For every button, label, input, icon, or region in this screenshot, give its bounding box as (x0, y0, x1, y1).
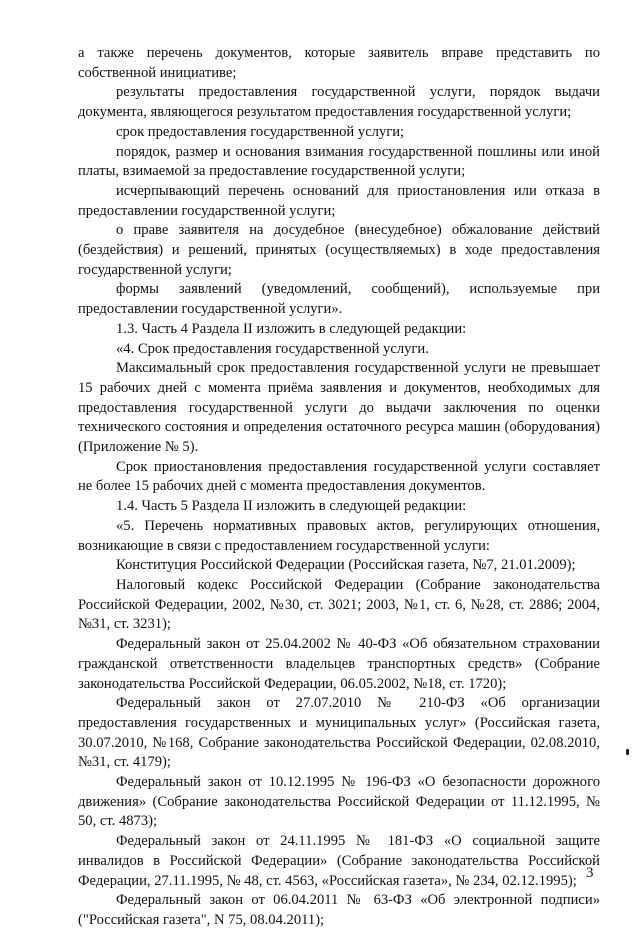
paragraph-section-4-heading: «4. Срок предоставления государственной услуги. (116, 340, 429, 357)
paragraph-section-5-heading: «5. Перечень нормативных правовых актов, регулирующих отношения, возникающие в связи с предоставлением государственной услуги: (78, 517, 600, 554)
paragraph-max-term: Максимальный срок предоставления государственной услуги не превышает 15 рабочих дней с момента приёма заявления и документов, необходимых для предоставления государственной услуги до выдачи заключения по оценки технического состояния и определения остаточного ресурса машин (оборудования) (Приложение № 5). (78, 360, 600, 456)
page-number: 3 (586, 865, 594, 881)
paragraph-law-63-fz: Федеральный закон от 06.04.2011 № 63-ФЗ «Об электронной подписи» ("Российская газета", N 75, 08.04.2011); (78, 892, 600, 928)
paragraph-application-forms: формы заявлений (уведомлений, сообщений), используемые при предоставлении государственной услуги». (78, 281, 600, 318)
paragraph-constitution: Конституция Российской Федерации (Российская газета, №7, 21.01.2009); (116, 557, 576, 574)
paragraph-service-results: результаты предоставления государственной услуги, порядок выдачи документа, являющегося результатом предоставления государственной услуги; (78, 84, 600, 121)
paragraph-law-181-fz: Федеральный закон от 24.11.1995 № 181-ФЗ «О социальной защите инвалидов в Российской Федерации» (Собрание законодательства Российской Федерации, 27.11.1995, № 48, ст. 4563, «Российская газета», № 234, 02.12.1995); (78, 833, 600, 889)
paragraph-service-term: срок предоставления государственной услуги; (116, 123, 405, 140)
paragraph-suspension-term: Срок приостановления предоставления государственной услуги составляет не более 15 рабочих дней с момента предоставления документов. (78, 458, 600, 495)
paragraph-clause-1-3: 1.3. Часть 4 Раздела II изложить в следующей редакции: (116, 320, 467, 337)
paragraph-state-fee: порядок, размер и основания взимания государственной пошлины или иной платы, взимаемой за предоставление государственной услуги; (78, 143, 600, 180)
paragraph-clause-1-4: 1.4. Часть 5 Раздела II изложить в следующей редакции: (116, 498, 467, 515)
paragraph-documents-list: а также перечень документов, которые заявитель вправе представить по собственной инициативе; (78, 45, 600, 81)
paragraph-law-210-fz: Федеральный закон от 27.07.2010 № 210-ФЗ «Об организации предоставления государственных и муниципальных услуг» (Российская газета, 30.07.2010, №168, Собрание законодательства Российской Федерации, 02.08.2010, №31, ст. 4179); (78, 695, 600, 771)
paragraph-appeal-right: о праве заявителя на досудебное (внесудебное) обжалование действий (бездействия) и решений, принятых (осуществляемых) в ходе предоставления государственной услуги; (78, 222, 600, 278)
paragraph-law-40-fz: Федеральный закон от 25.04.2002 № 40-ФЗ «Об обязательном страховании гражданской ответственности владельцев транспортных средств» (Собрание законодательства Российской Федерации, 06.05.2002, №18, ст. 1720); (78, 636, 600, 692)
paragraph-law-196-fz: Федеральный закон от 10.12.1995 № 196-ФЗ «О безопасности дорожного движения» (Собрание законодательства Российской Федерации от 11.12.1995, № 50, ст. 4873); (78, 774, 600, 830)
document-body (78, 44, 600, 931)
paragraph-tax-code: Налоговый кодекс Российской Федерации (Собрание законодательства Российской Федерации, 2002, №30, ст. 3021; 2003, №1, ст. 6, №28, ст. 2886; 2004, №31, ст. 3231); (78, 576, 600, 633)
scan-mark (626, 749, 629, 755)
paragraph-grounds-refusal: исчерпывающий перечень оснований для приостановления или отказа в предоставлении государственной услуги; (78, 182, 600, 219)
